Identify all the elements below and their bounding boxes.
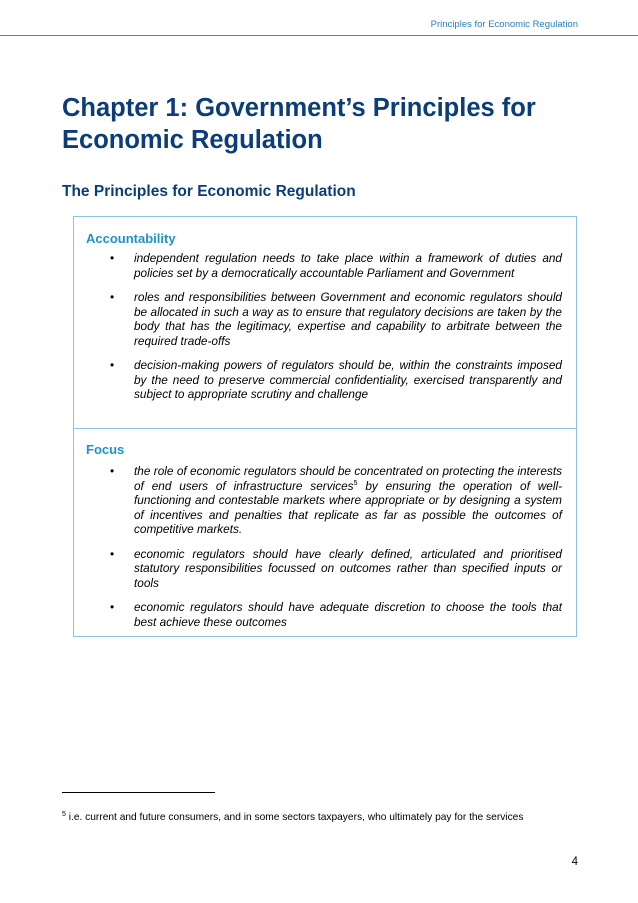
bullet-text: economic regulators should have clearly defined, articulated and prioritised statutory responsibilities focussed on outcomes rather than specified inputs or tools <box>134 546 562 590</box>
list-item <box>110 251 562 280</box>
bullet-icon: • <box>110 546 115 561</box>
footnote <box>62 811 582 824</box>
list-item <box>110 464 562 537</box>
accountability-list <box>110 251 562 412</box>
bullet-icon: • <box>110 464 115 478</box>
principles-box <box>73 216 577 637</box>
footnote-marker: 5 <box>62 811 66 818</box>
page-number: 4 <box>571 856 578 868</box>
accountability-heading: Accountability <box>86 231 176 246</box>
header-rule <box>0 35 638 36</box>
box-divider <box>74 428 576 429</box>
bullet-text: roles and responsibilities between Government and economic regulators should be allocated in such a way as to ensure that regulatory decisions are taken by the body that has the legitimacy, expertise and capability to arbitrate between the required trade-offs <box>134 290 562 348</box>
bullet-icon: • <box>110 358 115 372</box>
bullet-text-part: the role of economic regulators should be concentrated on protecting the interests of end users of infrastructure services <box>134 464 562 493</box>
focus-list <box>110 464 562 639</box>
list-item <box>110 358 562 402</box>
list-item <box>110 600 562 629</box>
bullet-icon: • <box>110 600 115 614</box>
bullet-text-part: by ensuring the operation of well-functioning and contestable markets where appropriate or by designing a system of incentives and penalties that replicate as far as possible the outcomes of competitive markets. <box>134 478 562 536</box>
bullet-icon: • <box>110 290 115 304</box>
footnote-rule <box>62 792 215 793</box>
bullet-text: independent regulation needs to take place within a framework of duties and policies set by a democratically accountable Parliament and Government <box>134 251 562 280</box>
section-title: The Principles for Economic Regulation <box>62 183 356 200</box>
footnote-reference: 5 <box>353 479 358 487</box>
bullet-icon: • <box>110 251 115 265</box>
footnote-text: i.e. current and future consumers, and in some sectors taxpayers, who ultimately pay for the services <box>65 812 524 823</box>
list-item <box>110 290 562 348</box>
focus-heading: Focus <box>86 442 125 457</box>
running-head: Principles for Economic Regulation <box>430 19 578 30</box>
list-item <box>110 547 562 591</box>
chapter-title: Chapter 1: Government’s Principles for Economic Regulation <box>62 94 536 154</box>
bullet-text: decision-making powers of regulators should be, within the constraints imposed by the need to preserve commercial confidentiality, exercised transparently and subject to appropriate scrutiny and challenge <box>134 358 562 401</box>
bullet-text: economic regulators should have adequate discretion to choose the tools that best achieve these outcomes <box>134 600 562 629</box>
